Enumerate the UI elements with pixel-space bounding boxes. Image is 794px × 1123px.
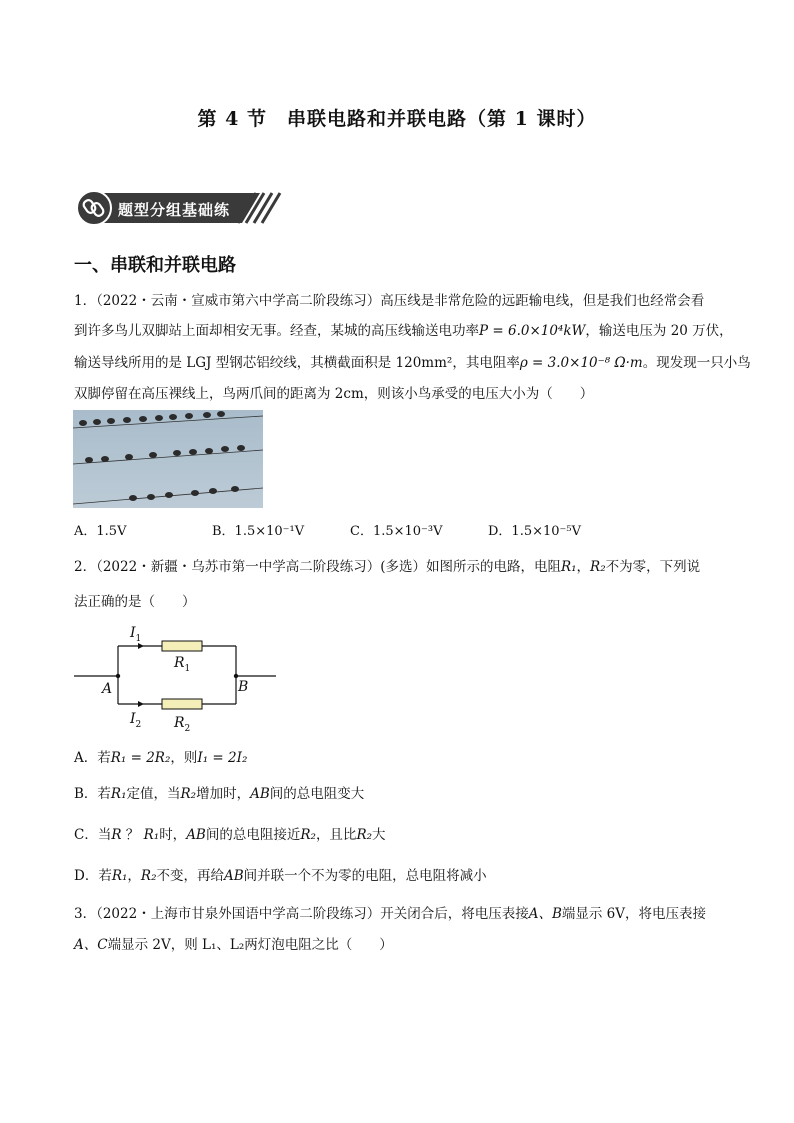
resistor-r1 (162, 641, 202, 651)
q1-option-a[interactable]: A．1.5V (74, 524, 127, 539)
q2-option-a[interactable]: A．若R₁ = 2R₂，则I₁ = 2I₂ (74, 750, 248, 766)
q1-option-c[interactable]: C．1.5×10⁻³V (350, 524, 443, 539)
q2-option-c[interactable]: C．当R ？ R₁时，AB间的总电阻接近R₂，且比R₂大 (74, 827, 386, 843)
q3-line-2: A、C端显示 2V，则 L₁、L₂两灯泡电阻之比（ ） (74, 937, 393, 953)
current-i2-label: $I_2$ (130, 711, 142, 730)
q1-line-2: 到许多鸟儿双脚站上面却相安无事。经查，某城的高压线输送电功率P = 6.0×10⁴kW，输送电压为 20 万伏， (74, 323, 733, 339)
q1-line-3: 输送导线所用的是 LGJ 型钢芯铝绞线，其横截面积是 120mm²，其电阻率ρ = 3.0×10⁻⁸ Ω·m。现发现一只小鸟 (74, 355, 751, 371)
q3-line-1: 3．（2022・上海市甘泉外国语中学高二阶段练习）开关闭合后，将电压表接A、B端显示 6V，将电压表接 (74, 906, 707, 922)
resistor-r2 (162, 699, 202, 709)
power-formula: P = 6.0×10⁴kW (479, 323, 586, 339)
q2-line-1: 2．（2022・新疆・乌苏市第一中学高二阶段练习）(多选）如图所示的电路，电阻R₁，R₂不为零，下列说 (74, 559, 701, 575)
resistor-r2-label: $R_2$ (174, 715, 191, 734)
banner-label: 题型分组基础练 (118, 201, 231, 219)
current-i1-label: $I_1$ (130, 625, 142, 644)
q2-option-d[interactable]: D．若R₁，R₂不变，再给AB间并联一个不为零的电阻，总电阻将减小 (74, 868, 487, 884)
q2-option-b[interactable]: B．若R₁定值，当R₂增加时，AB间的总电阻变大 (74, 786, 365, 802)
section-heading: 一、串联和并联电路 (74, 255, 236, 276)
resistivity-formula: ρ = 3.0×10⁻⁸ Ω·m (519, 355, 643, 371)
parallel-circuit-diagram (72, 622, 282, 734)
node-b-label: B (238, 679, 249, 695)
node-a-label: A (102, 681, 113, 697)
q1-option-d[interactable]: D．1.5×10⁻⁵V (488, 524, 581, 539)
q1-line-4: 双脚停留在高压裸线上，鸟两爪间的距离为 2cm，则该小鸟承受的电压大小为（ ） (74, 386, 594, 402)
resistor-r1-label: $R_1$ (174, 655, 191, 674)
q1-option-b[interactable]: B．1.5×10⁻¹V (212, 524, 305, 539)
q1-line-1: 1．（2022・云南・宣威市第六中学高二阶段练习）高压线是非常危险的远距输电线，但是我们也经常会看 (74, 293, 705, 309)
birds-on-wire-photo (73, 410, 263, 508)
q2-line-2: 法正确的是（ ） (74, 594, 196, 610)
page-title: 第 4 节 串联电路和并联电路（第 1 课时） (197, 108, 597, 130)
